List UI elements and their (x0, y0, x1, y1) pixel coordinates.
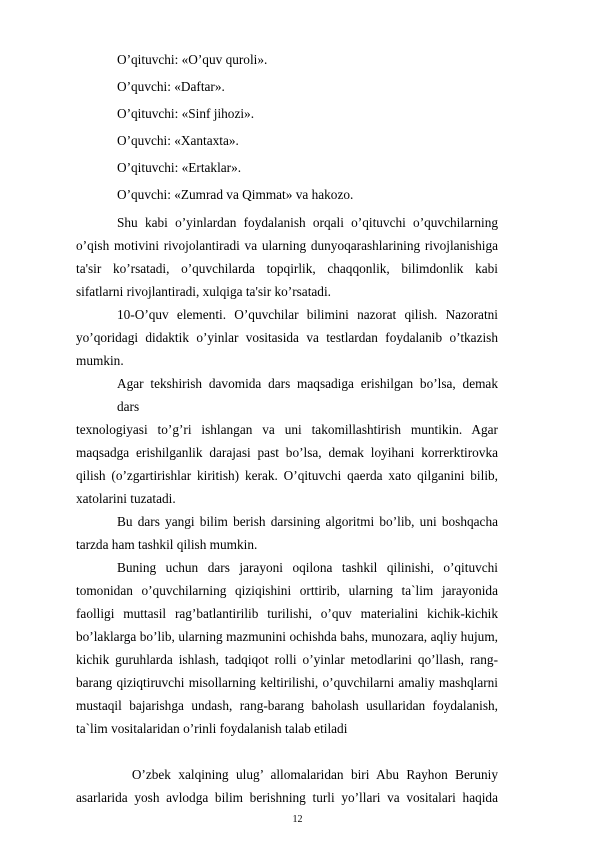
paragraph-first-line: O’zbek xalqining ulug’ allomalaridan biri Abu Rayhon Beruniy (117, 767, 498, 782)
paragraph-body: asarlarida yosh avlodga bilim berishning turli yo’llari va vositalari haqida (76, 790, 498, 805)
paragraph-first-line: Agar tekshirish davomida dars maqsadiga erishilgan bo’lsa, demak dars (117, 376, 498, 414)
page-number: 12 (292, 814, 303, 825)
dialogue-line: O’qituvchi: «O’quv quroli». (117, 52, 268, 67)
dialogue-line: O’quvchi: «Daftar». (117, 79, 225, 94)
paragraph-body: tarzda ham tashkil qilish mumkin. (76, 537, 258, 552)
paragraph (76, 303, 498, 372)
paragraph (76, 556, 498, 740)
paragraph-first-line: Shu kabi o’yinlardan foydalanish orqali o’qituvchi o’quvchilarning (117, 215, 498, 230)
paragraph-first-line: 10-O’quv elementi. O’quvchilar bilimini nazorat qilish. Nazoratni (117, 307, 498, 322)
paragraph (76, 763, 498, 809)
paragraph-body: o’qish motivini rivojolantiradi va ularning dunyoqarashlarining rivojlanishiga ta'sir ko’rsatadi, o’quvchilarda topqirlik, chaqqonlik, bilimdonlik kabi sifatlarni rivojlantiradi, xulqiga ta'sir ko’rsatadi. (76, 238, 498, 299)
paragraph (76, 510, 498, 556)
paragraph-first-line: Buning uchun dars jarayoni oqilona tashkil qilinishi, o’qituvchi (117, 560, 498, 575)
dialogue-line: O’qituvchi: «Sinf jihozi». (117, 106, 255, 121)
paragraph (76, 211, 498, 303)
paragraph-body: tomonidan o’quvchilarning qiziqishini orttirib, ularning ta`lim jarayonida faolligi muttasil rag’batlantirilib turilishi, o’quv materialini kichik-kichik bo’laklarga bo’lib, ularning mazmunini ochishda bahs, munozara, aqliy hujum, kichik guruhlarda ishlash, tadqiqot rolli o’yinlar metodlarini qo’llash, rang-barang qiziqtiruvchi misollarning keltirilishi, o’quvchilarni amaliy mashqlarni mustaqil bajarishga undash, rang-barang baholash usullaridan foydalanish, ta`lim vositalaridan o’rinli foydalanish talab etiladi (76, 583, 498, 736)
paragraph-body: texnologiyasi to’g’ri ishlangan va uni takomillashtirish muntikin. Agar maqsadga erishilganlik darajasi past bo’lsa, demak loyihani korrerktirovka qilish (o’zgartirishlar kiritish) kerak. O’qituvchi qaerda xato qilganini bilib, xatolarini tuzatadi. (76, 422, 498, 506)
paragraph (76, 372, 498, 510)
dialogue-line: O’quvchi: «Zumrad va Qimmat» va hakozo. (117, 187, 354, 202)
dialogue-line: O’qituvchi: «Ertaklar». (117, 160, 242, 175)
dialogue-line: O’quvchi: «Xantaxta». (117, 133, 239, 148)
paragraph-first-line: Bu dars yangi bilim berish darsining algoritmi bo’lib, uni boshqacha (117, 514, 498, 529)
paragraph-body: yo’qoridagi didaktik o’yinlar vositasida va testlardan foydalanib o’tkazish mumkin. (76, 330, 498, 368)
